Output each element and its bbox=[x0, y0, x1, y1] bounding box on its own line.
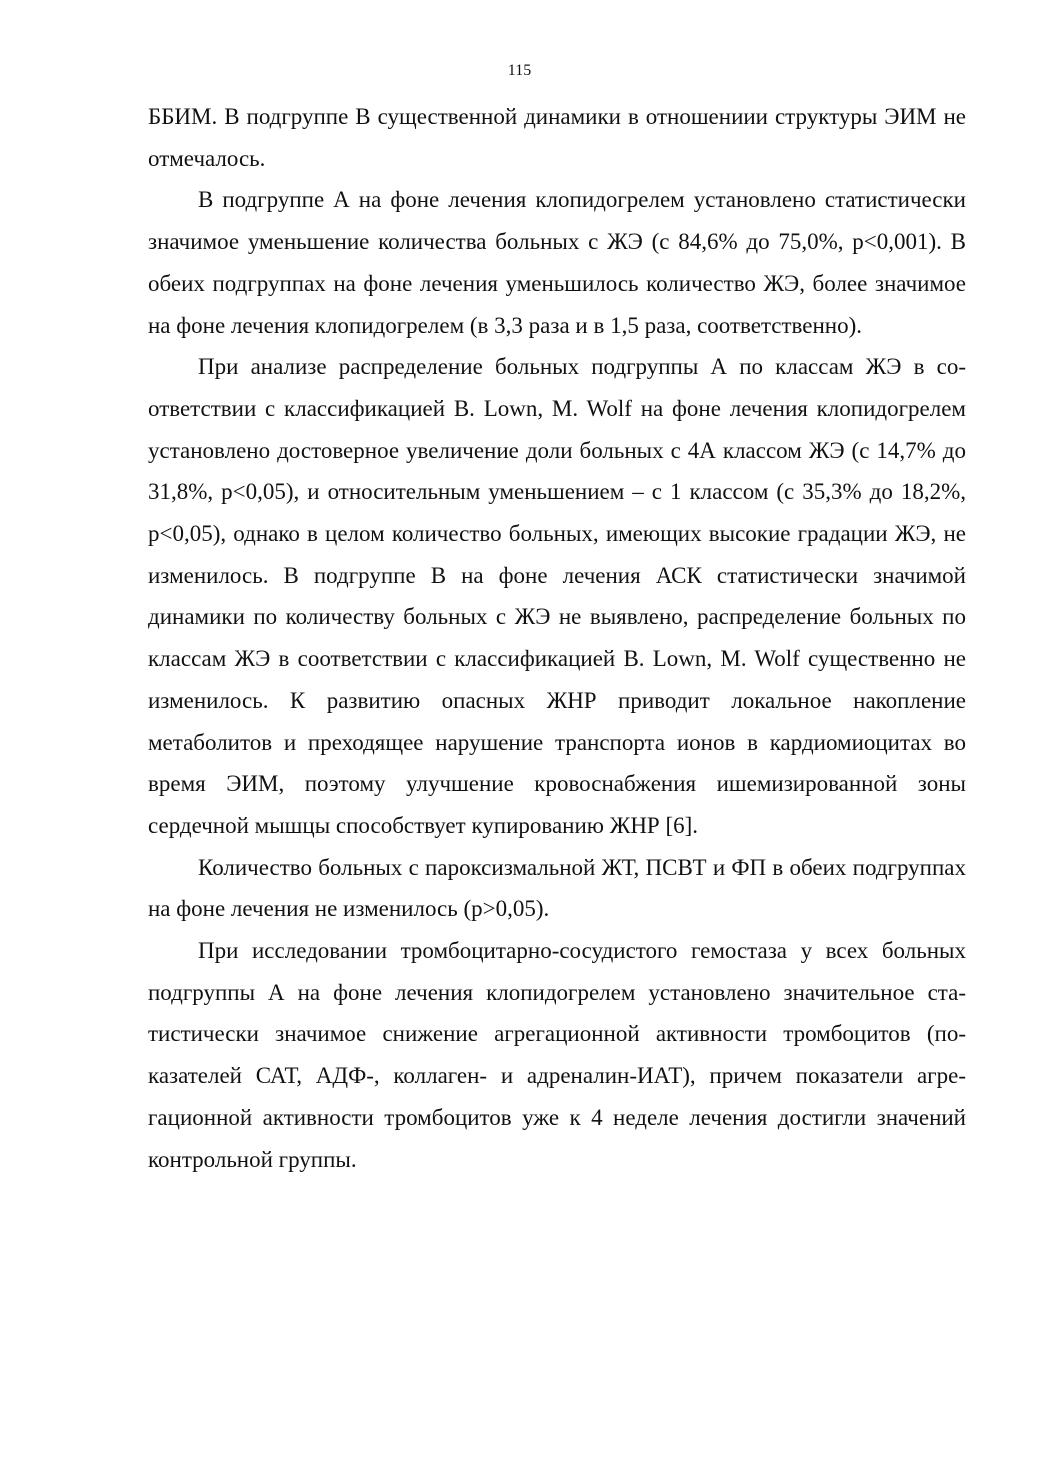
paragraph: При исследовании тромбоцитарно-сосудистого гемостаза у всех больных подгруппы А на фоне лечения клопидогрелем установлено значительное статистически значимое снижение агрегационной активности тромбоцитов (показателей САТ, АДФ-, коллаген- и адреналин-ИАТ), причем показатели агрегационной активности тромбоцитов уже к 4 неделе лечения достигли значений контрольной группы. bbox=[148, 938, 966, 1172]
paragraph: Количество больных с пароксизмальной ЖТ, ПСВТ и ФП в обеих подгруппах на фоне лечения не изменилось (p>0,05). bbox=[148, 854, 966, 922]
page-number: 115 bbox=[507, 62, 532, 79]
paragraph: ББИМ. В подгруппе В существенной динамики в отношениии структуры ЭИМ не отмечалось. bbox=[148, 104, 966, 171]
paragraph: При анализе распределение больных подгруппы А по классам ЖЭ в соответствии с классификацией B. Lown, M. Wolf на фоне лечения клопидогрелем установлено достоверное увеличение доли больных с 4А классом ЖЭ (с 14,7% до 31,8%, p<0,05), и относительным уменьшением – с 1 классом (с 35,3% до 18,2%, p<0,05), однако в целом количество больных, имеющих высокие градации ЖЭ, не изменилось. В подгруппе В на фоне лечения АСК статистически значимой динамики по количеству больных с ЖЭ не выявлено, распределение больных по классам ЖЭ в соответствии с классификацией B. Lown, M. Wolf существенно не изменилось. К развитию опасных ЖНР приводит локальное накопление метаболитов и преходящее нарушение транспорта ионов в кардиомиоцитах во время ЭИМ, поэтому улучшение кровоснабжения ишемизированной зоны сердечной мышцы способствует купированию ЖНР [6]. bbox=[148, 354, 966, 838]
page-body bbox=[148, 96, 966, 1180]
paragraph: В подгруппе А на фоне лечения клопидогрелем установлено статистически значимое уменьшение количества больных с ЖЭ (с 84,6% до 75,0%, p<0,001). В обеих подгруппах на фоне лечения уменьшилось количество ЖЭ, более значимое на фоне лечения клопидогрелем (в 3,3 раза и в 1,5 раза, соответственно). bbox=[148, 187, 966, 338]
